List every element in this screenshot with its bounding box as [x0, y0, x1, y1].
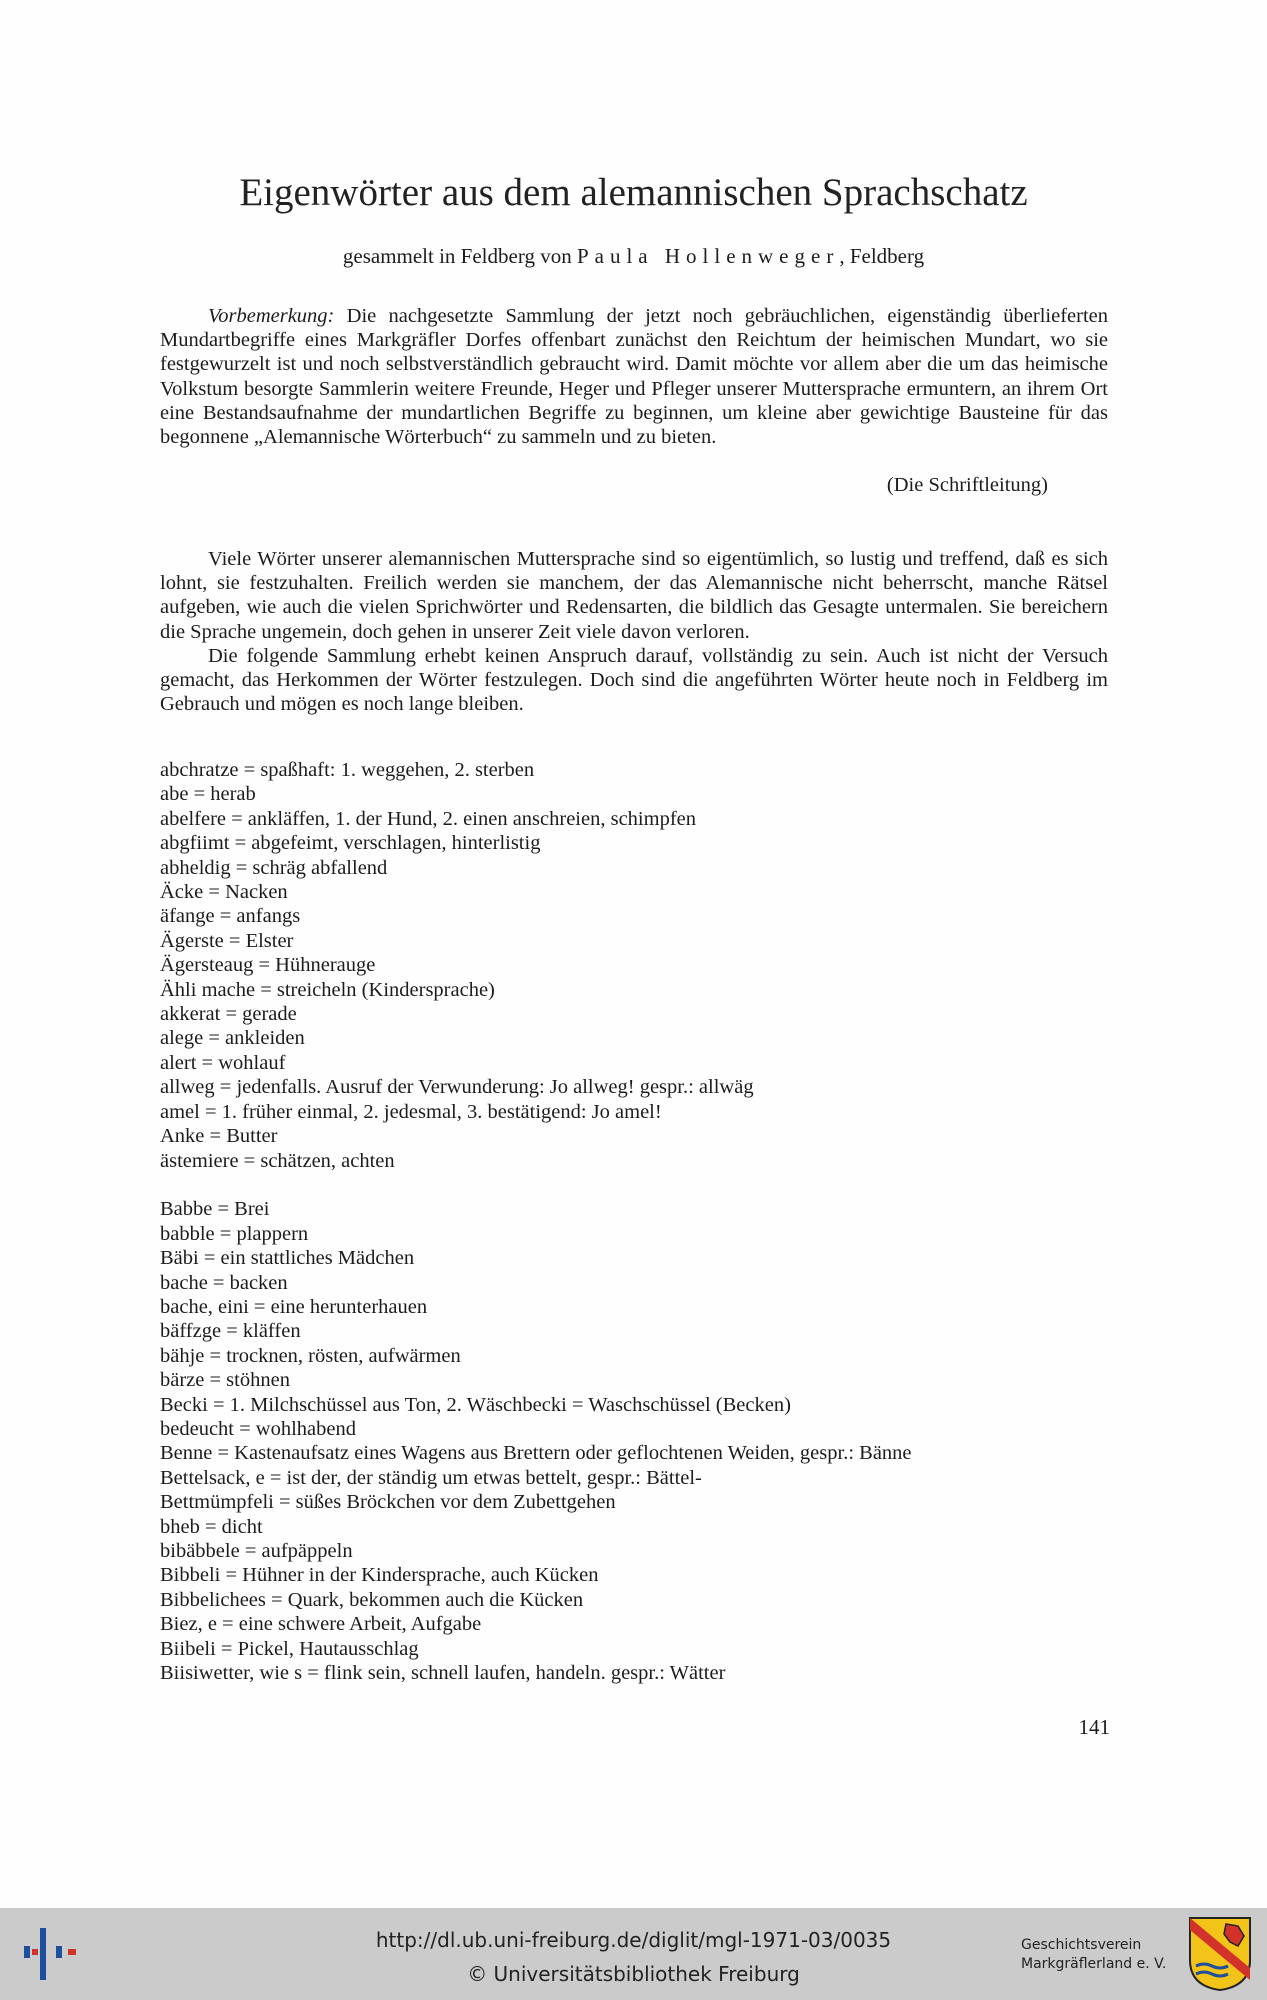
glossary-entry: Anke = Butter	[160, 1125, 278, 1148]
society-name	[1021, 1936, 1181, 1974]
glossary-entry: Bettmümpfeli = süßes Bröckchen vor dem Zubettgehen	[160, 1491, 616, 1514]
glossary-entry: bähje = trocknen, rösten, aufwärmen	[160, 1344, 461, 1367]
preliminary-note-label: Vorbemerkung:	[208, 305, 335, 327]
glossary-entry: Bibbelichees = Quark, bekommen auch die Kücken	[160, 1588, 584, 1611]
article-subtitle	[0, 244, 1267, 269]
subtitle-suffix: , Feldberg	[839, 244, 925, 268]
article-title: Eigenwörter aus dem alemannischen Sprachschatz	[239, 171, 1028, 214]
glossary-entry: abheldig = schräg abfallend	[160, 856, 388, 879]
permalink-url[interactable]: http://dl.ub.uni-freiburg.de/diglit/mgl-1971-03/0035	[375, 1928, 892, 1952]
coat-of-arms-icon[interactable]	[1188, 1916, 1252, 1992]
glossary-entry: äfange = anfangs	[160, 905, 301, 928]
glossary-entry: Ähli mache = streicheln (Kindersprache)	[160, 978, 495, 1001]
glossary-group-b	[160, 1197, 1120, 1685]
glossary-entry: akkerat = gerade	[160, 1003, 297, 1026]
glossary-entry: Bettelsack, e = ist der, der ständig um etwas bettelt, gespr.: Bättel-	[160, 1466, 702, 1489]
glossary-entry: bheb = dicht	[160, 1515, 263, 1538]
glossary-entry: Ägersteaug = Hühnerauge	[160, 954, 376, 977]
society-name-line2: Markgräflerland e. V.	[1021, 1956, 1167, 1972]
glossary-entry: abe = herab	[160, 783, 256, 806]
glossary-entry: Babbe = Brei	[160, 1198, 270, 1221]
glossary-entry: alege = ankleiden	[160, 1027, 305, 1050]
glossary-entry: bärze = stöhnen	[160, 1369, 290, 1392]
glossary-entry: bache, eini = eine herunterhauen	[160, 1295, 428, 1318]
preliminary-note	[160, 304, 1108, 449]
subtitle-prefix: gesammelt in Feldberg von	[342, 244, 572, 268]
introduction	[160, 547, 1108, 716]
glossary-entry: allweg = jedenfalls. Ausruf der Verwunderung: Jo allweg! gespr.: allwäg	[160, 1076, 754, 1099]
glossary-entry: alert = wohlauf	[160, 1051, 286, 1074]
glossary-entry: bäffzge = kläffen	[160, 1320, 301, 1343]
glossary-entry: amel = 1. früher einmal, 2. jedesmal, 3. bestätigend: Jo amel!	[160, 1100, 662, 1123]
glossary-entry: ästemiere = schätzen, achten	[160, 1149, 395, 1172]
glossary-entry: abelfere = ankläffen, 1. der Hund, 2. einen anschreien, schimpfen	[160, 807, 696, 830]
editor-signature: (Die Schriftleitung)	[886, 474, 1048, 496]
glossary-entry: abgfiimt = abgefeimt, verschlagen, hinterlistig	[160, 832, 541, 855]
glossary-entry: Becki = 1. Milchschüssel aus Ton, 2. Wäschbecki = Waschschüssel (Becken)	[160, 1393, 791, 1416]
society-name-line1: Geschichtsverein	[1021, 1937, 1142, 1953]
author-name: Paula Hollenweger	[576, 244, 840, 268]
glossary-entry: Ägerste = Elster	[160, 929, 294, 952]
glossary-entry: abchratze = spaßhaft: 1. weggehen, 2. sterben	[160, 759, 535, 781]
glossary-entry: Bibbeli = Hühner in der Kindersprache, auch Kücken	[160, 1564, 599, 1587]
glossary-entry: Biibeli = Pickel, Hautausschlag	[160, 1637, 419, 1660]
glossary-entry: Biez, e = eine schwere Arbeit, Aufgabe	[160, 1613, 482, 1636]
glossary-entry: Biisiwetter, wie s = flink sein, schnell laufen, handeln. gespr.: Wätter	[160, 1662, 726, 1685]
intro-paragraph: Viele Wörter unserer alemannischen Muttersprache sind so eigentümlich, so lustig und treffend, daß es sich lohnt, sie festzuhalten. Freilich werden sie manchem, der das Alemannische nicht beherrscht, manche Rätsel aufgeben, wie auch die vielen Sprichwörter und Redensarten, die bildlich das Gesagte untermalen. Sie bereichern die Sprache ungemein, doch gehen in unserer Zeit viele davon verloren.	[160, 548, 1108, 643]
page-number: 141	[1078, 1715, 1110, 1739]
glossary-entry: Äcke = Nacken	[160, 881, 288, 904]
copyright-notice: © Universitätsbibliothek Freiburg	[467, 1962, 800, 1986]
glossary-list	[160, 758, 1120, 1685]
glossary-entry: bache = backen	[160, 1271, 288, 1294]
glossary-entry: bedeucht = wohlhabend	[160, 1417, 357, 1440]
glossary-entry: Bäbi = ein stattliches Mädchen	[160, 1247, 415, 1270]
glossary-entry: Benne = Kastenaufsatz eines Wagens aus Brettern oder geflochtenen Weiden, gespr.: Bänne	[160, 1442, 912, 1465]
intro-paragraph: Die folgende Sammlung erhebt keinen Anspruch darauf, vollständig zu sein. Auch ist nicht der Versuch gemacht, das Herkommen der Wörter festzulegen. Doch sind die angeführten Wörter heute noch in Feldberg im Gebrauch und mögen es noch lange bleiben.	[160, 644, 1108, 716]
group-separator	[160, 1173, 1120, 1197]
glossary-entry: bibäbbele = aufpäppeln	[160, 1539, 353, 1562]
glossary-entry: babble = plappern	[160, 1222, 309, 1245]
viewer-footer	[0, 1908, 1267, 2000]
glossary-group-a	[160, 758, 1120, 1173]
preliminary-note-text: Die nachgesetzte Sammlung der jetzt noch gebräuchlichen, eigenständig überlieferten Mundartbegriffe eines Markgräfler Dorfes offenbart zunächst den Reichtum der heimischen Mundart, wo sie festgewurzelt ist und noch selbstverständlich gebraucht wird. Damit möchte vor allem aber die um das heimische Volkstum besorgte Sammlerin weitere Freunde, Heger und Pfleger unserer Muttersprache ermuntern, an ihrem Ort eine Bestandsaufnahme der mundartlichen Begriffe zu beginnen, um kleine aber gewichtige Bausteine für das begonnene „Alemannische Wörterbuch“ zu sammeln und zu bieten.	[160, 305, 1108, 449]
